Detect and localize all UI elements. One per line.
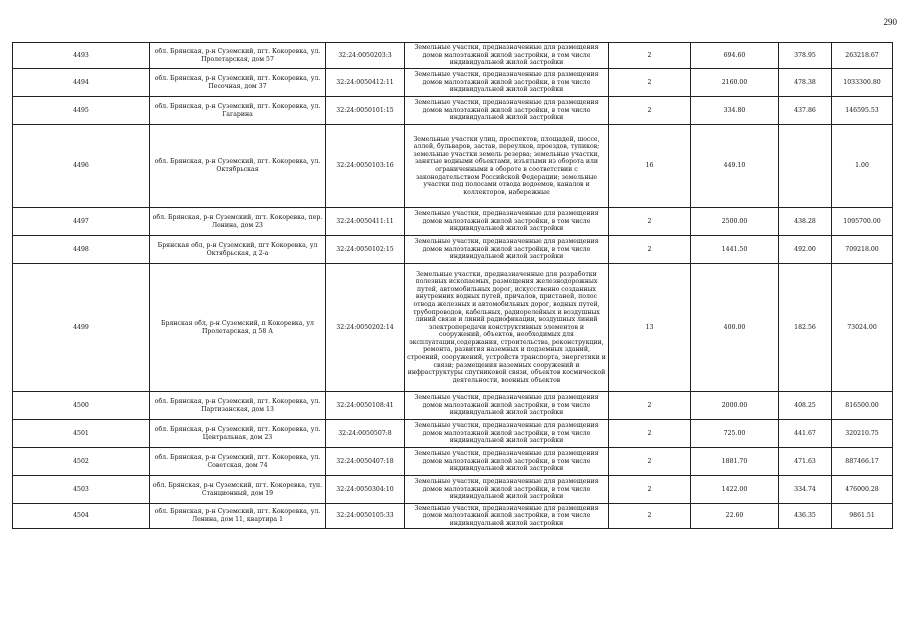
area-cell: 449.10 (691, 125, 779, 208)
address-cell: обл. Брянская, р-н Суземский, пгт. Кокоревка, ул. Советская, дом 74 (150, 448, 326, 476)
cadastral-value-cell: 1095700.00 (832, 208, 893, 236)
group-number-cell: 2 (609, 208, 691, 236)
group-number-cell: 2 (609, 420, 691, 448)
row-number: 4501 (13, 420, 150, 448)
row-number: 4500 (13, 392, 150, 420)
row-number: 4496 (13, 125, 150, 208)
group-number-cell: 2 (609, 504, 691, 529)
area-cell: 1422.00 (691, 476, 779, 504)
cadastral-value-cell: 320210.75 (832, 420, 893, 448)
land-use-cell: Земельные участки, предназначенные для размещения домов малоэтажной жилой застройки, в том числе индивидуальной жилой застройки (405, 392, 609, 420)
address-cell: Брянская обл, р-н Суземский, пгт Кокоревка, ул Октябрьская, д 2-а (150, 236, 326, 264)
area-cell: 22.60 (691, 504, 779, 529)
group-number-cell: 2 (609, 448, 691, 476)
table-row (13, 392, 893, 420)
cadastral-number-cell: 32:24:0050101:15 (326, 97, 405, 125)
specific-value-cell: 436.35 (779, 504, 832, 529)
table-row (13, 420, 893, 448)
area-cell: 1441.50 (691, 236, 779, 264)
cadastral-number-cell: 32:24:0050407:18 (326, 448, 405, 476)
row-number: 4504 (13, 504, 150, 529)
cadastral-number-cell: 32:24:0050507:8 (326, 420, 405, 448)
land-use-cell: Земельные участки, предназначенные для размещения домов малоэтажной жилой застройки, в том числе индивидуальной жилой застройки (405, 236, 609, 264)
cadastral-number-cell: 32:24:0050103:16 (326, 125, 405, 208)
specific-value-cell: 478.38 (779, 69, 832, 97)
specific-value-cell: 441.67 (779, 420, 832, 448)
row-number: 4498 (13, 236, 150, 264)
row-number: 4495 (13, 97, 150, 125)
cadastral-value-cell: 146595.53 (832, 97, 893, 125)
row-number: 4497 (13, 208, 150, 236)
cadastral-number-cell: 32:24:0050102:15 (326, 236, 405, 264)
cadastral-value-cell: 1.00 (832, 125, 893, 208)
cadastral-number-cell: 32:24:0050108:41 (326, 392, 405, 420)
cadastral-number-cell: 32:24:0050412:11 (326, 69, 405, 97)
page-number: 290 (883, 17, 897, 27)
land-use-cell: Земельные участки, предназначенные для размещения домов малоэтажной жилой застройки, в том числе индивидуальной жилой застройки (405, 448, 609, 476)
address-cell: обл. Брянская, р-н Суземский, пгт. Кокоревка, ул. Партизанская, дом 13 (150, 392, 326, 420)
area-cell: 725.00 (691, 420, 779, 448)
group-number-cell: 13 (609, 264, 691, 392)
group-number-cell: 2 (609, 476, 691, 504)
row-number: 4494 (13, 69, 150, 97)
group-number-cell: 2 (609, 69, 691, 97)
cadastral-value-cell: 816500.00 (832, 392, 893, 420)
row-number: 4502 (13, 448, 150, 476)
address-cell: Брянская обл, р-н Суземский, п Кокоревка, ул Пролетарская, д 58 А (150, 264, 326, 392)
cadastral-number-cell: 32:24:0050203:3 (326, 43, 405, 69)
row-number: 4503 (13, 476, 150, 504)
land-use-cell: Земельные участки, предназначенные для размещения домов малоэтажной жилой застройки, в том числе индивидуальной жилой застройки (405, 69, 609, 97)
address-cell: обл. Брянская, р-н Суземский, пгт. Кокоревка, ул. Гагарина (150, 97, 326, 125)
specific-value-cell (779, 125, 832, 208)
area-cell: 2500.00 (691, 208, 779, 236)
group-number-cell: 2 (609, 97, 691, 125)
land-use-cell: Земельные участки, предназначенные для размещения домов малоэтажной жилой застройки, в том числе индивидуальной жилой застройки (405, 208, 609, 236)
table-row (13, 448, 893, 476)
specific-value-cell: 438.28 (779, 208, 832, 236)
address-cell: обл. Брянская, р-н Суземский, пгт. Кокоревка, ул. Октябрьская (150, 125, 326, 208)
cadastral-number-cell: 32:24:0050411:11 (326, 208, 405, 236)
specific-value-cell: 471.63 (779, 448, 832, 476)
land-use-cell: Земельные участки улиц, проспектов, площадей, шоссе, аллей, бульваров, застав, переулков, проездов, тупиков; земельные участки земель резерва; земельные участки, занятые водными объектами, изъятыми из оборота или ограниченными в обороте в соответствии с законодательством Российской Федерации; земельные участки под полосами отвода водоемов, каналов и коллекторов, набережные (405, 125, 609, 208)
cadastral-value-cell: 709218.00 (832, 236, 893, 264)
cadastral-number-cell: 32:24:0050304:10 (326, 476, 405, 504)
specific-value-cell: 492.00 (779, 236, 832, 264)
area-cell: 1881.70 (691, 448, 779, 476)
land-use-cell: Земельные участки, предназначенные для размещения домов малоэтажной жилой застройки, в том числе индивидуальной жилой застройки (405, 43, 609, 69)
specific-value-cell: 182.56 (779, 264, 832, 392)
specific-value-cell: 408.25 (779, 392, 832, 420)
address-cell: обл. Брянская, р-н Суземский, пгт. Кокоревка, ул. Ленина, дом 11, квартира 1 (150, 504, 326, 529)
area-cell: 400.00 (691, 264, 779, 392)
land-use-cell: Земельные участки, предназначенные для размещения домов малоэтажной жилой застройки, в том числе индивидуальной жилой застройки (405, 420, 609, 448)
row-number: 4499 (13, 264, 150, 392)
cadastral-value-cell: 263218.67 (832, 43, 893, 69)
table-row (13, 504, 893, 529)
table-row (13, 208, 893, 236)
specific-value-cell: 437.86 (779, 97, 832, 125)
address-cell: обл. Брянская, р-н Суземский, пгт. Кокоревка, ул. Песочная, дом 37 (150, 69, 326, 97)
cadastral-value-cell: 9861.51 (832, 504, 893, 529)
cadastral-number-cell: 32:24:0050202:14 (326, 264, 405, 392)
area-cell: 334.80 (691, 97, 779, 125)
group-number-cell: 16 (609, 125, 691, 208)
specific-value-cell: 378.95 (779, 43, 832, 69)
cadastral-number-cell: 32:24:0050105:33 (326, 504, 405, 529)
group-number-cell: 2 (609, 43, 691, 69)
area-cell: 2000.00 (691, 392, 779, 420)
table-row (13, 43, 893, 69)
table-row (13, 97, 893, 125)
cadastral-value-table (12, 42, 893, 529)
address-cell: обл. Брянская, р-н Суземский, пгт. Кокоревка, туп. Станционный, дом 19 (150, 476, 326, 504)
table-row (13, 125, 893, 208)
area-cell: 694.60 (691, 43, 779, 69)
land-use-cell: Земельные участки, предназначенные для разработки полезных ископаемых, размещения железнодорожных путей, автомобильных дорог, искусственно созданных внутренних водных путей, причалов, пристаней, полос отвода железных и автомобильных дорог, водных путей, трубопроводов, кабельных, радиорелейных и воздушных линий связи и линий радиофикации, воздушных линий электропередачи конструктивных элементов и сооружений, объектов, необходимых для эксплуатации,содержания, строительства, реконструкции, ремонта, развития наземных и подземных зданий, строений, сооружений, устройств транспорта, энергетики и связи; размещения наземных сооружений и инфраструктуры спутниковой связи, объектов космической деятельности, военных объектов (405, 264, 609, 392)
table-row (13, 236, 893, 264)
row-number: 4493 (13, 43, 150, 69)
address-cell: обл. Брянская, р-н Суземский, пгт. Кокоревка, пер. Ленина, дом 23 (150, 208, 326, 236)
address-cell: обл. Брянская, р-н Суземский, пгт. Кокоревка, ул. Центральная, дом 23 (150, 420, 326, 448)
specific-value-cell: 334.74 (779, 476, 832, 504)
group-number-cell: 2 (609, 236, 691, 264)
land-use-cell: Земельные участки, предназначенные для размещения домов малоэтажной жилой застройки, в том числе индивидуальной жилой застройки (405, 504, 609, 529)
table-row (13, 476, 893, 504)
cadastral-value-cell: 476000.28 (832, 476, 893, 504)
area-cell: 2160.00 (691, 69, 779, 97)
table-row (13, 69, 893, 97)
table-row (13, 264, 893, 392)
address-cell: обл. Брянская, р-н Суземский, пгт. Кокоревка, ул. Пролетарская, дом 57 (150, 43, 326, 69)
cadastral-value-cell: 73024.00 (832, 264, 893, 392)
cadastral-value-cell: 887466.17 (832, 448, 893, 476)
cadastral-value-cell: 1033300.80 (832, 69, 893, 97)
land-use-cell: Земельные участки, предназначенные для размещения домов малоэтажной жилой застройки, в том числе индивидуальной жилой застройки (405, 97, 609, 125)
land-use-cell: Земельные участки, предназначенные для размещения домов малоэтажной жилой застройки, в том числе индивидуальной жилой застройки (405, 476, 609, 504)
group-number-cell: 2 (609, 392, 691, 420)
